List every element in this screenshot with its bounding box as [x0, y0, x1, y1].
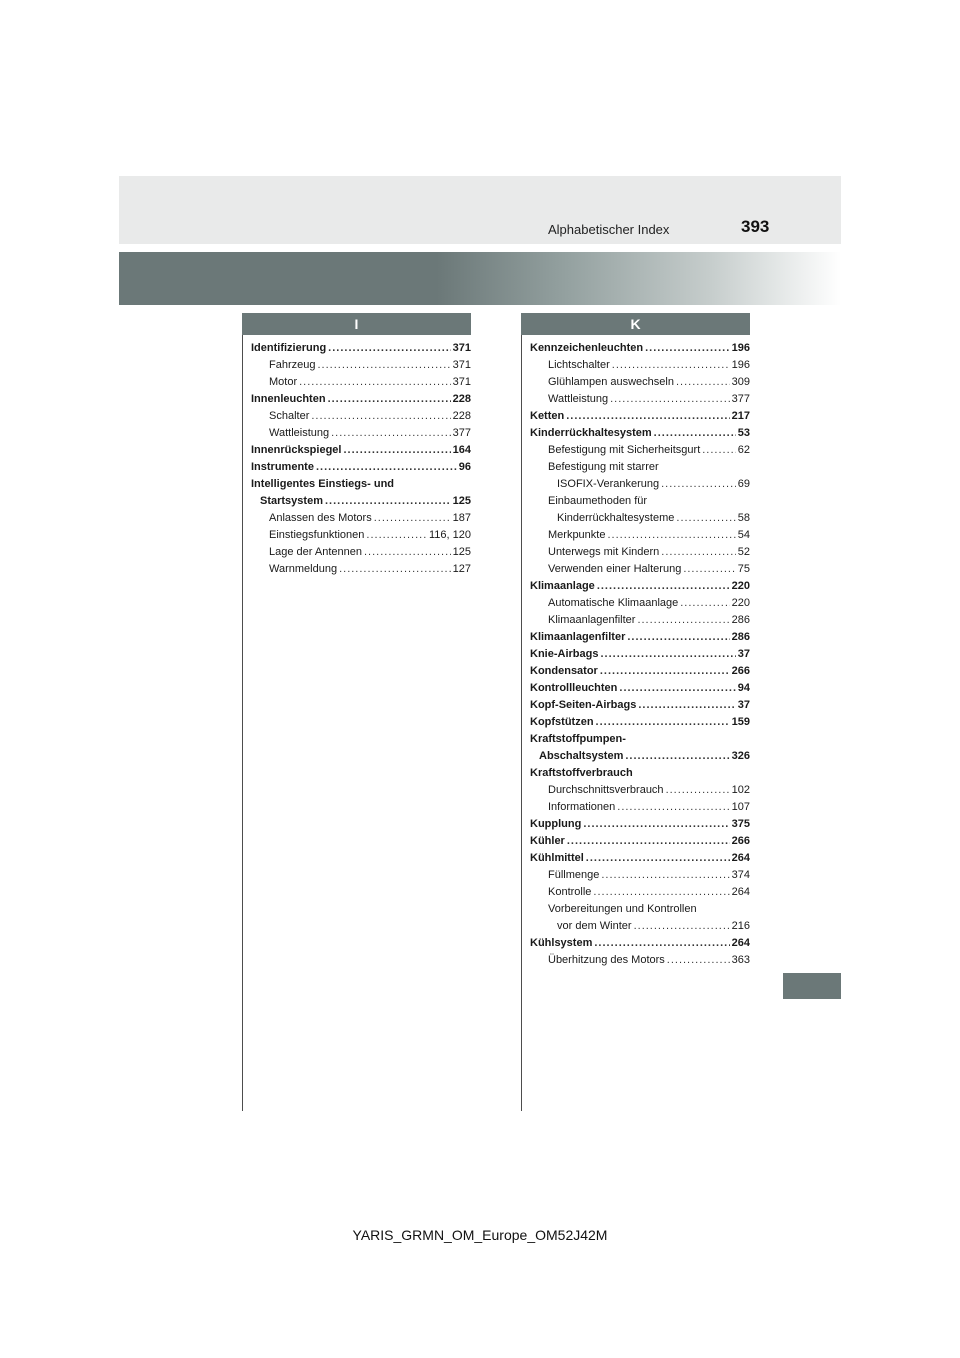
index-entry	[530, 340, 750, 357]
dot-leader	[593, 884, 729, 901]
index-entry-heading: Einbaumethoden für	[548, 495, 648, 507]
dot-leader	[331, 425, 451, 442]
index-entry-label: Einstiegsfunktionen	[269, 529, 365, 541]
index-entry-page: 53	[737, 427, 750, 439]
index-entry-label: Kinderrückhaltesysteme	[557, 512, 675, 524]
index-entry-label: Automatische Klimaanlage	[548, 597, 679, 609]
dot-leader	[339, 561, 451, 578]
index-entry-page: 159	[731, 716, 750, 728]
index-entry	[251, 425, 471, 442]
index-entry-label: Innenleuchten	[251, 393, 326, 405]
index-entry-label: Lage der Antennen	[269, 546, 362, 558]
index-entry-label: Überhitzung des Motors	[548, 954, 665, 966]
index-entry-label: Fahrzeug	[269, 359, 316, 371]
dot-leader	[317, 357, 450, 374]
index-entry	[251, 357, 471, 374]
index-entry-page: 374	[731, 869, 750, 881]
dot-leader	[328, 391, 451, 408]
index-entry-page: 196	[731, 342, 750, 354]
index-entry	[251, 442, 471, 459]
index-entry-page: 377	[731, 393, 750, 405]
index-entry-page: 62	[737, 444, 750, 456]
index-entry-label: Merkpunkte	[548, 529, 606, 541]
dot-leader	[586, 850, 730, 867]
index-entry-label: Lichtschalter	[548, 359, 610, 371]
index-entry	[530, 527, 750, 544]
page-number: 393	[741, 217, 770, 236]
dot-leader	[566, 408, 729, 425]
index-column-i	[242, 313, 471, 578]
index-entry-page: 326	[731, 750, 750, 762]
index-entry-page: 116, 120	[428, 529, 471, 541]
index-entry-label: vor dem Winter	[557, 920, 632, 932]
index-entry-label: Warnmeldung	[269, 563, 338, 575]
index-entry-page: 264	[731, 852, 750, 864]
index-entry	[530, 578, 750, 595]
dot-leader	[600, 646, 735, 663]
index-entry-label: Schalter	[269, 410, 310, 422]
index-entry-page: 371	[452, 342, 471, 354]
dot-leader	[596, 714, 730, 731]
index-entry-heading: Kraftstoffpumpen-	[530, 733, 626, 745]
index-entry	[251, 493, 471, 510]
dot-leader	[374, 510, 451, 527]
index-entry-label: Verwenden einer Halterung	[548, 563, 682, 575]
index-entry-page: 69	[737, 478, 750, 490]
index-entry-page: 52	[737, 546, 750, 558]
index-entry-page: 228	[452, 410, 471, 422]
index-entry-page: 58	[737, 512, 750, 524]
dot-leader	[680, 595, 729, 612]
index-entry-page: 107	[731, 801, 750, 813]
header-band	[119, 176, 841, 244]
index-entries-i	[242, 340, 471, 578]
index-entry-page: 371	[452, 359, 471, 371]
index-entry-heading: Kraftstoffverbrauch	[530, 767, 633, 779]
index-entry-label: Kupplung	[530, 818, 582, 830]
dot-leader	[625, 748, 729, 765]
index-entry-page: 264	[731, 937, 750, 949]
dot-leader	[364, 544, 451, 561]
index-entry-page: 196	[731, 359, 750, 371]
dot-leader	[666, 782, 730, 799]
index-entry	[530, 374, 750, 391]
index-entry-label: Kühler	[530, 835, 565, 847]
index-entry	[530, 476, 750, 493]
index-entry-label: Füllmenge	[548, 869, 600, 881]
index-entry-page: 363	[731, 954, 750, 966]
dot-leader	[567, 833, 730, 850]
index-entry-label: Ketten	[530, 410, 565, 422]
index-entry-page: 187	[452, 512, 471, 524]
index-entry-label: Kennzeichenleuchten	[530, 342, 644, 354]
dot-leader	[343, 442, 450, 459]
index-entry-label: Startsystem	[260, 495, 323, 507]
index-entry-page: 102	[731, 784, 750, 796]
index-entry-heading: Intelligentes Einstiegs- und	[251, 478, 395, 490]
index-entry	[530, 935, 750, 952]
index-entry	[530, 799, 750, 816]
index-entry	[530, 663, 750, 680]
dot-leader	[702, 442, 736, 459]
index-entry	[530, 442, 750, 459]
index-entry	[530, 697, 750, 714]
index-entry-label: Wattleistung	[269, 427, 330, 439]
index-entry-label: Kondensator	[530, 665, 598, 677]
dot-leader	[661, 544, 735, 561]
index-entry-page: 37	[737, 648, 750, 660]
index-entry-label: Kopfstützen	[530, 716, 594, 728]
index-entry-label: Kühlsystem	[530, 937, 593, 949]
index-entry	[530, 408, 750, 425]
dot-leader	[610, 391, 730, 408]
index-entry-page: 127	[452, 563, 471, 575]
index-entry	[530, 510, 750, 527]
index-entry-page: 371	[452, 376, 471, 388]
index-entries-k	[521, 340, 750, 969]
dot-leader	[627, 629, 729, 646]
dot-leader	[619, 680, 735, 697]
index-entry-page: 37	[737, 699, 750, 711]
dot-leader	[311, 408, 450, 425]
index-entry	[530, 561, 750, 578]
index-entry	[251, 510, 471, 527]
index-entry	[530, 544, 750, 561]
dot-leader	[645, 340, 730, 357]
index-entry-page: 216	[731, 920, 750, 932]
index-entry	[530, 425, 750, 442]
index-entry-label: Anlassen des Motors	[269, 512, 372, 524]
index-entry-label: Wattleistung	[548, 393, 609, 405]
index-entry	[251, 340, 471, 357]
index-entry	[530, 748, 750, 765]
index-entry-label: Kühlmittel	[530, 852, 584, 864]
index-entry-page: 286	[731, 631, 750, 643]
dot-leader	[299, 374, 451, 391]
index-entry-label: Knie-Airbags	[530, 648, 599, 660]
index-entry-label: ISOFIX-Verankerung	[557, 478, 660, 490]
index-entry-page: 94	[737, 682, 750, 694]
dot-leader	[600, 663, 730, 680]
index-entry	[530, 391, 750, 408]
index-entry-page: 264	[731, 886, 750, 898]
index-entry	[530, 952, 750, 969]
index-entry-label: Klimaanlagenfilter	[530, 631, 626, 643]
index-entry	[251, 408, 471, 425]
index-entry-label: Unterwegs mit Kindern	[548, 546, 660, 558]
index-entry	[251, 527, 471, 544]
index-entry-label: Kinderrückhaltesystem	[530, 427, 652, 439]
decorative-gradient-bar	[119, 252, 841, 305]
index-entry-label: Kontrollleuchten	[530, 682, 618, 694]
index-entry	[530, 884, 750, 901]
index-entry	[251, 459, 471, 476]
dot-leader	[583, 816, 729, 833]
dot-leader	[601, 867, 729, 884]
index-entry-label: Befestigung mit Sicherheitsgurt	[548, 444, 701, 456]
letter-heading-i: I	[242, 313, 471, 335]
dot-leader	[667, 952, 730, 969]
index-entry	[530, 680, 750, 697]
index-entry-label: Abschaltsystem	[539, 750, 624, 762]
letter-heading-k: K	[521, 313, 750, 335]
index-entry-page: 309	[731, 376, 750, 388]
index-entry-page: 164	[452, 444, 471, 456]
index-entry-label: Durchschnittsverbrauch	[548, 784, 664, 796]
dot-leader	[676, 510, 735, 527]
dot-leader	[661, 476, 736, 493]
index-entry	[251, 544, 471, 561]
index-entry-heading: Vorbereitungen und Kontrollen	[548, 903, 697, 915]
dot-leader	[328, 340, 450, 357]
index-column-k	[521, 313, 750, 969]
dot-leader	[316, 459, 457, 476]
index-entry-label: Klimaanlagenfilter	[548, 614, 636, 626]
index-entry	[530, 918, 750, 935]
index-entry-label: Kontrolle	[548, 886, 592, 898]
dot-leader	[683, 561, 735, 578]
index-entry	[530, 595, 750, 612]
dot-leader	[617, 799, 729, 816]
dot-leader	[638, 697, 735, 714]
index-entry-page: 266	[731, 835, 750, 847]
dot-leader	[654, 425, 736, 442]
index-entry	[530, 850, 750, 867]
dot-leader	[366, 527, 427, 544]
section-title: Alphabetischer Index	[548, 222, 670, 237]
index-entry	[530, 646, 750, 663]
index-entry	[530, 833, 750, 850]
index-entry-page: 377	[452, 427, 471, 439]
index-entry	[530, 714, 750, 731]
chapter-tab-marker	[783, 973, 841, 999]
index-entry-label: Informationen	[548, 801, 616, 813]
index-entry	[530, 357, 750, 374]
index-entry-label: Innenrückspiegel	[251, 444, 342, 456]
index-entry-page: 228	[452, 393, 471, 405]
index-entry-page: 220	[731, 597, 750, 609]
index-entry-page: 220	[731, 580, 750, 592]
index-entry-label: Instrumente	[251, 461, 314, 473]
dot-leader	[597, 578, 730, 595]
index-entry	[251, 561, 471, 578]
dot-leader	[607, 527, 735, 544]
index-entry-page: 375	[731, 818, 750, 830]
index-entry-page: 125	[452, 546, 471, 558]
index-entry-label: Kopf-Seiten-Airbags	[530, 699, 637, 711]
dot-leader	[676, 374, 730, 391]
dot-leader	[594, 935, 729, 952]
index-entry	[251, 391, 471, 408]
index-entry-label: Motor	[269, 376, 298, 388]
index-entry	[530, 816, 750, 833]
index-entry-heading: Befestigung mit starrer	[548, 461, 659, 473]
document-id-footer: YARIS_GRMN_OM_Europe_OM52J42M	[352, 1227, 608, 1243]
dot-leader	[612, 357, 730, 374]
index-entry-page: 75	[737, 563, 750, 575]
index-entry	[530, 629, 750, 646]
dot-leader	[325, 493, 451, 510]
index-entry-page: 286	[731, 614, 750, 626]
index-entry-page: 217	[731, 410, 750, 422]
index-entry	[251, 374, 471, 391]
dot-leader	[634, 918, 730, 935]
dot-leader	[637, 612, 729, 629]
index-entry	[530, 867, 750, 884]
index-entry-label: Klimaanlage	[530, 580, 595, 592]
index-entry-page: 54	[737, 529, 750, 541]
index-entry	[530, 782, 750, 799]
index-entry-label: Identifizierung	[251, 342, 327, 354]
index-entry	[530, 612, 750, 629]
index-entry-page: 96	[458, 461, 471, 473]
index-entry-page: 266	[731, 665, 750, 677]
index-entry-label: Glühlampen auswechseln	[548, 376, 674, 388]
index-entry-page: 125	[452, 495, 471, 507]
